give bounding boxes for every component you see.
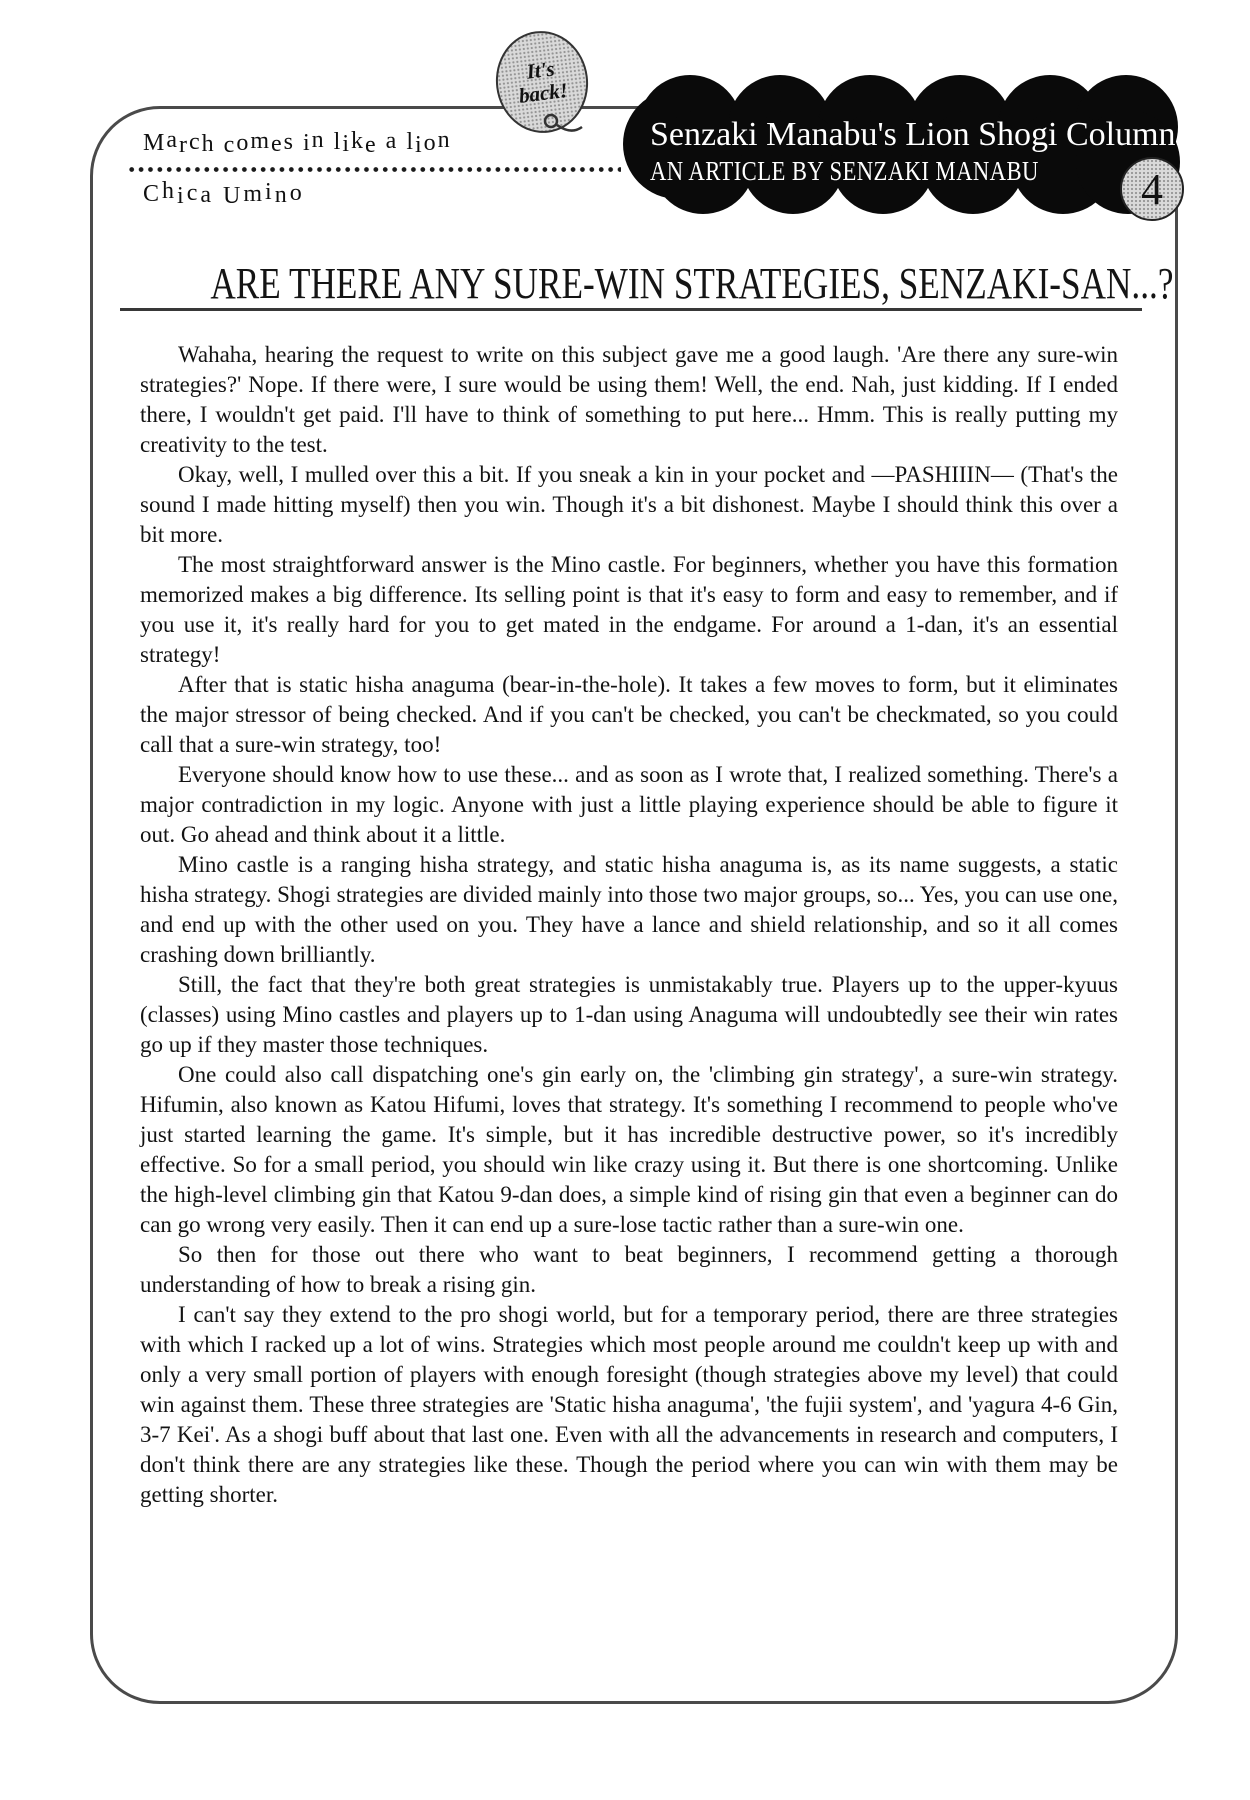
article-paragraph: After that is static hisha anaguma (bear-in-the-hole). It takes a few moves to form, but it eliminates the major stressor of being checked. And if you can't be checked, you can't be checkmated, so you could call that a sure-win strategy, too!	[140, 672, 1118, 757]
bubble-text-line1: It's	[525, 56, 556, 85]
article-paragraph: Mino castle is a ranging hisha strategy, and static hisha anaguma is, as its name suggests, a static hisha strategy. Shogi strategies are divided mainly into those two major groups, so... Yes, you can use one, and end up with the other used on you. They have a lance and shield relationship, and so it all comes crashing down brilliantly.	[140, 852, 1118, 967]
column-banner	[618, 72, 1182, 218]
article-paragraph: The most straightforward answer is the Mino castle. For beginners, whether you have this formation memorized makes a big difference. Its selling point is that it's easy to form and easy to remember, and if you use it, it's really hard for you to get mated in the endgame. For around a 1-dan, it's an essential strategy!	[140, 552, 1118, 667]
dotted-divider	[127, 166, 621, 173]
article-paragraph: So then for those out there who want to beat beginners, I recommend getting a thorough understanding of how to break a rising gin.	[140, 1242, 1118, 1297]
article-paragraph: I can't say they extend to the pro shogi world, but for a temporary period, there are three strategies with which I racked up a lot of wins. Strategies which most people around me couldn't keep up with and only a very small portion of players with enough foresight (though strategies above my level) that could win against them. These three strategies are 'Static hisha anaguma', 'the fujii system', and 'yagura 4-6 Gin, 3-7 Kei'. As a shogi buff about that last one. Even with all the advancements in research and computers, I don't think there are any strategies like these. Though the period where you can win with them may be getting shorter.	[140, 1302, 1118, 1507]
page-number: 4	[1141, 164, 1163, 214]
title-underline	[120, 308, 1142, 311]
article-paragraph: Still, the fact that they're both great strategies is unmistakably true. Players up to the upper-kyuus (classes) using Mino castles and players up to 1-dan using Anaguma will undoubtedly see their win rates go up if they master those techniques.	[140, 972, 1118, 1057]
article-paragraph: One could also call dispatching one's gin early on, the 'climbing gin strategy', a sure-win strategy. Hifumin, also known as Katou Hifumi, loves that strategy. It's something I recommend to people who've just started learning the game. It's simple, but it has incredible destructive power, so it's incredibly effective. So for a small period, you should win like crazy using it. But there is one shortcoming. Unlike the high-level climbing gin that Katou 9-dan does, a simple kind of rising gin that even a beginner can do can go wrong very easily. Then it can end up a sure-lose tactic rather than a sure-win one.	[140, 1062, 1118, 1237]
article-paragraph: Wahaha, hearing the request to write on this subject gave me a good laugh. 'Are there any sure-win strategies?' Nope. If there were, I sure would be using them! Well, the end. Nah, just kidding. If I ended there, I wouldn't get paid. I'll have to think of something to put here... Hmm. This is really putting my creativity to the test.	[140, 342, 1118, 457]
banner-title: Senzaki Manabu's Lion Shogi Column	[650, 116, 1176, 153]
article-paragraph: Okay, well, I mulled over this a bit. If you sneak a kin in your pocket and —PASHIIIN— (That's the sound I made hitting myself) then you win. Though it's a bit dishonest. Maybe I should think this over a bit more.	[140, 462, 1118, 547]
author-name: Chica Umino	[143, 178, 305, 209]
article-title: ARE THERE ANY SURE-WIN STRATEGIES, SENZAKI-SAN...?	[210, 259, 1174, 308]
article-paragraph: Everyone should know how to use these... and as soon as I wrote that, I realized something. There's a major contradiction in my logic. Anyone with just a little playing experience should be able to figure it out. Go ahead and think about it a little.	[140, 762, 1118, 847]
bubble-tail-icon	[540, 110, 584, 142]
article-body	[140, 340, 1118, 1510]
page-number-badge	[1120, 157, 1184, 221]
banner-subtitle: AN ARTICLE BY SENZAKI MANABU	[650, 156, 1039, 186]
bubble-text-line2: back!	[517, 78, 570, 108]
article-title-row	[90, 258, 1172, 309]
series-title: March comes in like a lion	[143, 127, 452, 158]
